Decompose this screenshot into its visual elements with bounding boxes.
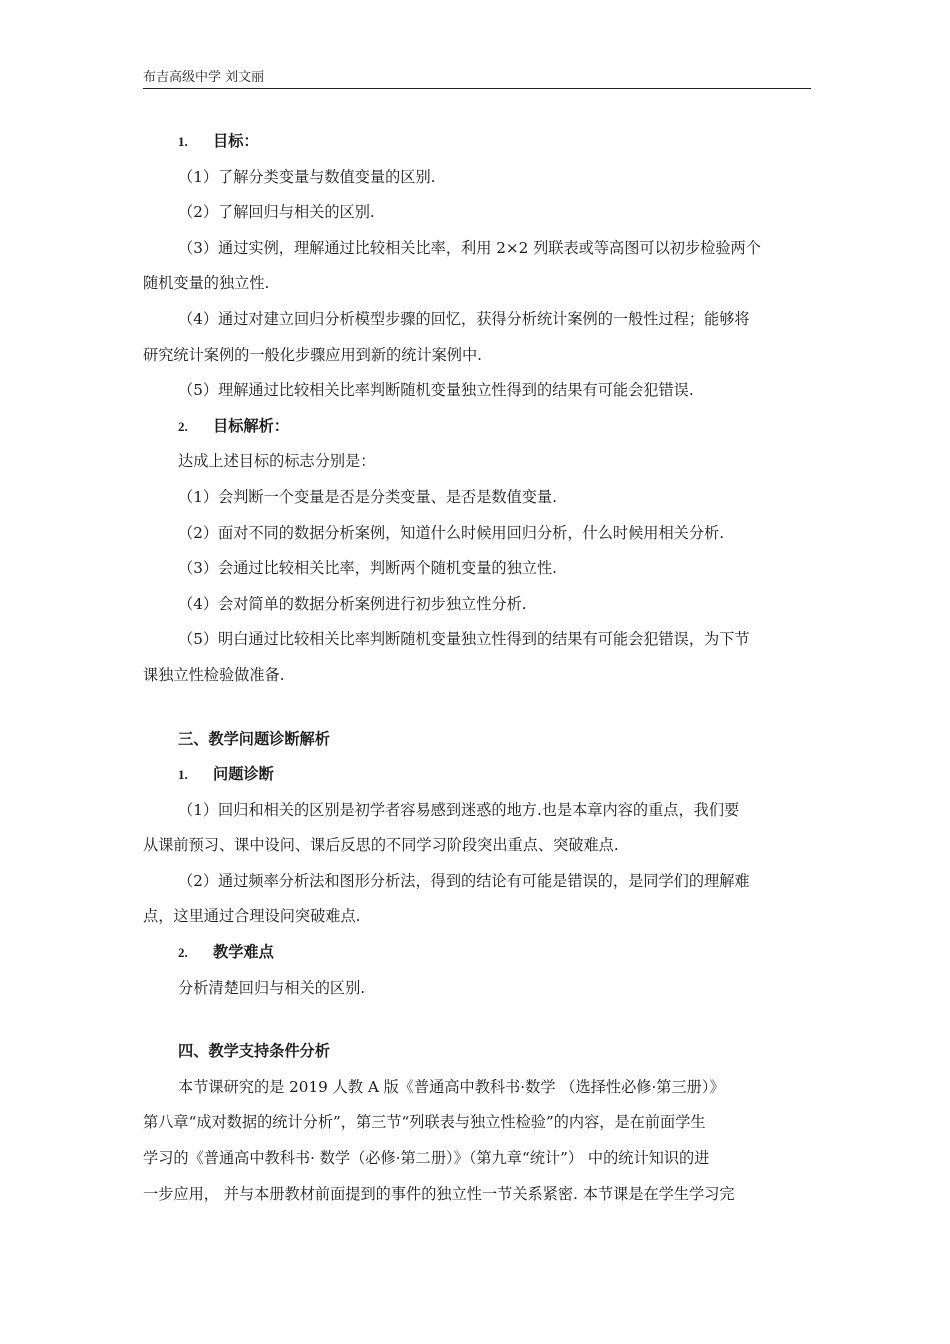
analysis-intro: 达成上述目标的标志分别是： bbox=[178, 452, 376, 471]
goal-item-4: （4）通过对建立回归分析模型步骤的回忆，获得分析统计案例的一般性过程；能够将 bbox=[178, 309, 750, 328]
section-number: 1. bbox=[178, 767, 188, 783]
analysis-item-4: （4）会对简单的数据分析案例进行初步独立性分析. bbox=[178, 594, 527, 613]
section-number: 2. bbox=[178, 945, 188, 961]
goal-item-3: （3）通过实例，理解通过比较相关比率，利用 2×2 列联表或等高图可以初步检验两个 bbox=[178, 238, 761, 257]
support-line-1: 本节课研究的是 2019 人教 A 版《普通高中教科书·数学 （选择性必修·第三册）》 bbox=[178, 1077, 725, 1096]
analysis-item-2: （2）面对不同的数据分析案例，知道什么时候用回归分析，什么时候用相关分析. bbox=[178, 523, 725, 542]
goal-item-5: （5）理解通过比较相关比率判断随机变量独立性得到的结果有可能会犯错误. bbox=[178, 381, 694, 400]
analysis-item-5-cont: 课独立性检验做准备. bbox=[143, 665, 285, 684]
section-title: 目标解析： bbox=[213, 416, 289, 435]
diagnosis-line-2: 从课前预习、课中设问、课后反思的不同学习阶段突出重点、突破难点. bbox=[143, 836, 619, 855]
section-goals-heading bbox=[143, 124, 811, 160]
support-line-2: 第八章“成对数据的统计分析”，第三节“列联表与独立性检验”的内容，是在前面学生 bbox=[143, 1113, 706, 1132]
support-line-3: 学习的《普通高中教科书· 数学（必修·第二册）》（第九章“统计”） 中的统计知识的进 bbox=[143, 1149, 710, 1168]
section-title: 目标： bbox=[213, 132, 259, 150]
diagnosis-line-4: 点，这里通过合理设问突破难点. bbox=[143, 907, 361, 926]
goal-item-1: （1）了解分类变量与数值变量的区别. bbox=[178, 167, 436, 186]
page-header: 布吉高级中学 刘文丽 bbox=[143, 70, 811, 89]
section-number: 2. bbox=[178, 418, 188, 434]
diagnosis-line-1: （1）回归和相关的区别是初学者容易感到迷惑的地方.也是本章内容的重点，我们要 bbox=[178, 800, 740, 819]
section-4-heading: 四、教学支持条件分析 bbox=[178, 1042, 330, 1061]
goal-item-2: （2）了解回归与相关的区别. bbox=[178, 203, 375, 222]
document-body bbox=[143, 124, 811, 1212]
goal-item-4-cont: 研究统计案例的一般化步骤应用到新的统计案例中. bbox=[143, 345, 482, 364]
section-spacer bbox=[143, 1006, 811, 1034]
diagnosis-heading bbox=[143, 757, 811, 793]
support-line-4: 一步应用， 并与本册教材前面提到的事件的独立性一节关系紧密. 本节课是在学生学习完 bbox=[143, 1184, 735, 1203]
section-title: 教学难点 bbox=[213, 943, 274, 962]
section-spacer bbox=[143, 694, 811, 722]
analysis-item-3: （3）会通过比较相关比率，判断两个随机变量的独立性. bbox=[178, 559, 557, 578]
section-title: 问题诊断 bbox=[213, 765, 274, 784]
section-3-heading: 三、教学问题诊断解析 bbox=[178, 729, 330, 748]
goal-item-3-cont: 随机变量的独立性. bbox=[143, 274, 270, 293]
difficulty-heading bbox=[143, 935, 811, 971]
diagnosis-line-3: （2）通过频率分析法和图形分析法，得到的结论有可能是错误的，是同学们的理解难 bbox=[178, 871, 750, 890]
difficulty-text: 分析清楚回归与相关的区别. bbox=[178, 978, 366, 997]
section-number: 1. bbox=[178, 134, 188, 149]
section-analysis-heading bbox=[143, 409, 811, 445]
analysis-item-1: （1）会判断一个变量是否是分类变量、是否是数值变量. bbox=[178, 487, 557, 506]
analysis-item-5: （5）明白通过比较相关比率判断随机变量独立性得到的结果有可能会犯错误，为下节 bbox=[178, 630, 750, 649]
